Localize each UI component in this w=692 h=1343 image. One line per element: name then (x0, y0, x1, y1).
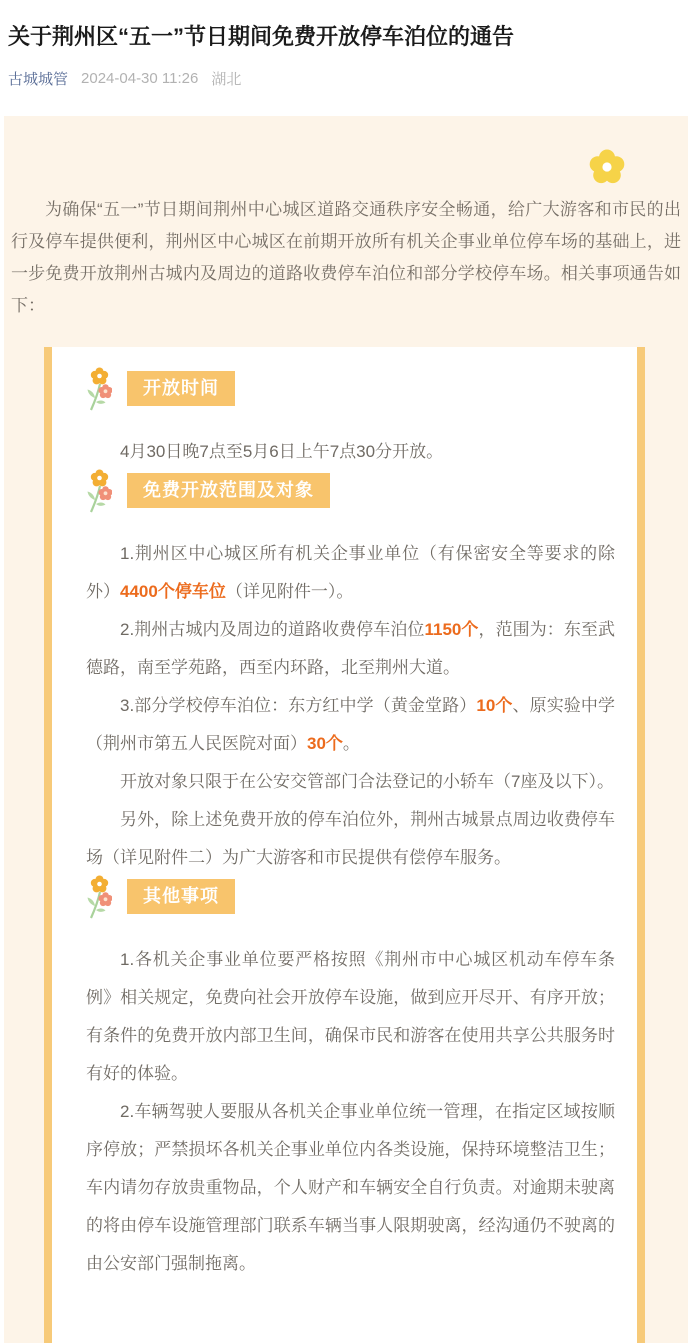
notice-section (86, 371, 615, 471)
publish-date: 2024-04-30 11:26 (81, 69, 199, 87)
section-paragraphs (86, 433, 615, 471)
author-link[interactable]: 古城城管 (8, 70, 69, 88)
flower-bouquet-icon (86, 875, 112, 919)
section-paragraphs (86, 535, 615, 877)
intro-paragraph: 为确保“五一”节日期间荆州中心城区道路交通秩序安全畅通，给广大游客和市民的出行及停车提供便利，荆州区中心城区在前期开放所有机关企事业单位停车场的基础上，进一步免费开放荆州古城内及周边的道路收费停车泊位和部分学校停车场。相关事项通告如下： (11, 199, 681, 315)
page-title: 关于荆州区“五一”节日期间免费开放停车泊位的通告 (8, 24, 515, 49)
section-header (86, 879, 615, 919)
section-paragraphs (86, 941, 615, 1283)
flower-icon (588, 148, 626, 186)
paragraph: 2.车辆驾驶人要服从各机关企事业单位统一管理，在指定区域按顺序停放；严禁损坏各机关企事业单位内各类设施，保持环境整洁卫生；车内请勿存放贵重物品，个人财产和车辆安全自行负责。对逾期未驶离的将由停车设施管理部门联系车辆当事人限期驶离，经沟通仍不驶离的由公安部门强制拖离。 (86, 1101, 615, 1273)
notice-card (44, 347, 645, 1343)
paragraph: 4月30日晚7点至5月6日上午7点30分开放。 (120, 441, 444, 461)
byline (8, 68, 684, 89)
paragraph: 另外，除上述免费开放的停车泊位外，荆州古城景点周边收费停车场（详见附件二）为广大游客和市民提供有偿停车服务。 (86, 809, 615, 867)
section-header (86, 473, 615, 513)
flower-bouquet-icon (86, 367, 112, 411)
notice-section (86, 473, 615, 877)
paragraph: 3.部分学校停车泊位：东方红中学（黄金堂路）10个、原实验中学（荆州市第五人民医院对面）30个。 (86, 695, 616, 753)
paragraph: 2.荆州古城内及周边的道路收费停车泊位1150个，范围为：东至武德路，南至学苑路，西至内环路，北至荆州大道。 (86, 619, 615, 677)
section-header (86, 371, 615, 411)
article-body (4, 116, 688, 1343)
section-badge: 开放时间 (127, 371, 235, 406)
publish-location: 湖北 (211, 70, 242, 88)
section-badge: 其他事项 (127, 879, 235, 914)
paragraph: 1.各机关企事业单位要严格按照《荆州市中心城区机动车停车条例》相关规定，免费向社会开放停车设施，做到应开尽开、有序开放；有条件的免费开放内部卫生间，确保市民和游客在使用共享公共服务时有好的体验。 (86, 949, 615, 1083)
paragraph: 1.荆州区中心城区所有机关企事业单位（有保密安全等要求的除外）4400个停车位（详见附件一）。 (86, 543, 615, 601)
flower-bouquet-icon (86, 469, 112, 513)
section-badge: 免费开放范围及对象 (127, 473, 330, 508)
paragraph: 开放对象只限于在公安交管部门合法登记的小轿车（7座及以下）。 (120, 771, 614, 791)
notice-section (86, 879, 615, 1283)
